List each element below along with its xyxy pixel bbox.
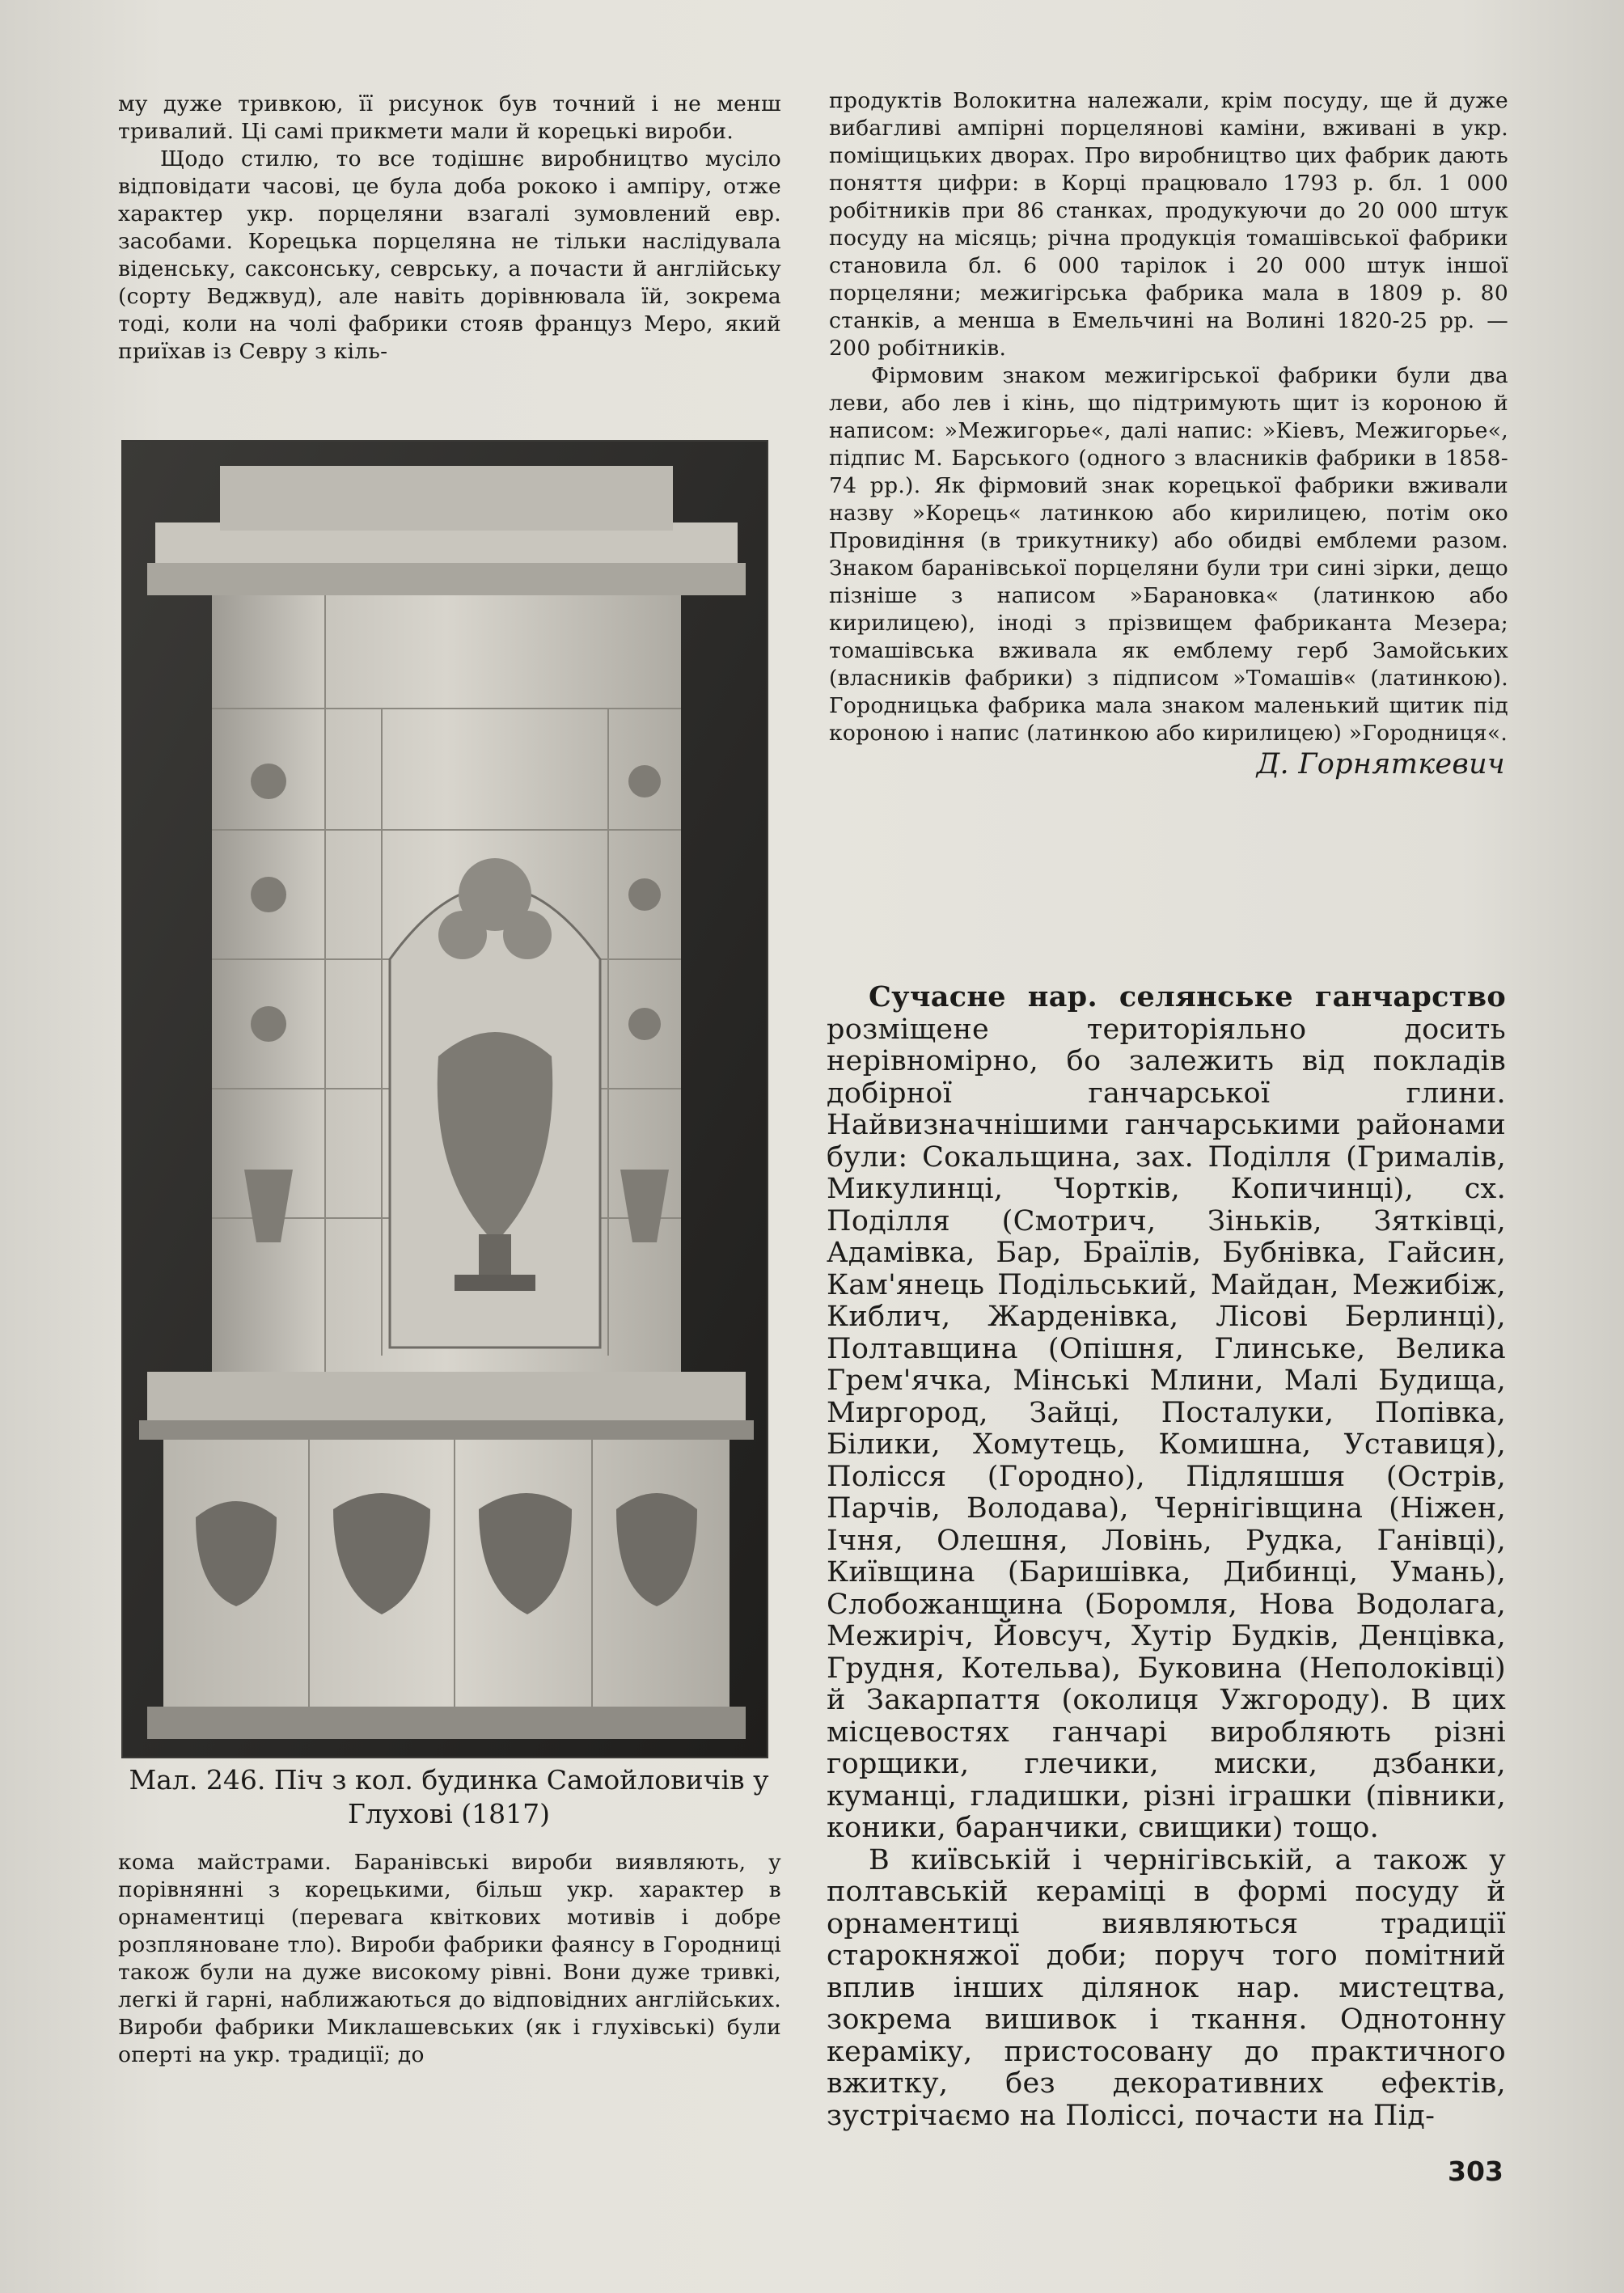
figure-caption: Мал. 246. Піч з кол. будинка Самойловичів у Глухові (1817): [129, 1764, 769, 1830]
paragraph: [827, 981, 1506, 1845]
page-number: 303: [1448, 2156, 1503, 2187]
paragraph: му дуже тривкою, її рисунок був точний і не менш тривалий. Ці самі прикмети мали й корецькі вироби.: [118, 91, 781, 144]
right-column-bottom: [827, 981, 1506, 2132]
paragraph: Фірмовим знаком межигірської фабрики були два леви, або лев і кінь, що підтримують щит із короною й написом: »Межигорье«, далі напис: »Кіевъ, Межигорье«, підпис М. Барського (одного з власників фабрики в 1858-74 рр.). Як фірмовий знак корецької фабрики вживали назву »Корець« латинкою або кирилицею, потім око Провидіння (в трикутнику) або обидві емблеми разом. Знаком баранівської порцеляни були три сині зірки, дещо пізніше з написом »Барановка« (латинкою або кирилицею), іноді з прізвищем фабриканта Мезера; томашівська вживала як емблему герб Замойських (власників фабрики) з підписом »Томашів« (латинкою). Городницька фабрика мала знаком маленький щитик під короною і напис (латинкою або кирилицею) »Городниця«.: [829, 363, 1508, 746]
paragraph: Щодо стилю, то все тодішнє виробництво мусіло відповідати часові, це була доба рококо і ампіру, отже характер укр. порцеляни взагалі зумовлений евр. засобами. Корецька порцеляна не тільки наслідувала віденську, саксонську, севрську, а почасти й англійську (сорту Веджвуд), але навіть дорівнювала їй, зокрема тоді, коли на чолі фабрики стояв француз Меро, який приїхав із Севру з кіль-: [118, 146, 781, 364]
right-column-top: [829, 87, 1508, 781]
author-signature: Д. Горняткевич: [1256, 748, 1505, 781]
left-column-bottom: [118, 1849, 781, 2069]
paragraph: кома майстрами. Баранівські вироби виявляють, у порівнянні з корецькими, більш укр. характер в орнаментиці (перевага квіткових мотивів і добре розпляноване тло). Вироби фабрики фаянсу в Городниці також були на дуже високому рівні. Вони дуже тривкі, легкі й гарні, наближаються до відповідних англійських. Вироби фабрики Миклашевських (як і глухівські) були оперті на укр. традиції; до: [118, 1850, 781, 2067]
left-column-top: [118, 91, 781, 366]
stove-illustration: [123, 442, 767, 1757]
paragraph: В київській і чернігівській, а також у полтавській кераміці в формі посуду й орнаментиці виявляються традиції старокняжої доби; поруч того помітний вплив інших ділянок нар. мистецтва, зокрема вишивок і ткання. Однотонну кераміку, пристосовану до практичного вжитку, без декоративних ефектів, зустрічаємо на Поліссі, почасти на Під-: [827, 1843, 1506, 2132]
stove-photo: [123, 442, 767, 1757]
paragraph-text: розміщене територіяльно досить нерівномірно, бо залежить від покладів добірної ганчарської глини. Найвизначнішими ганчарськими районами були: Сокальщина, зах. Поділля (Грималів, Микулинці, Чортків, Копичинці), сх. Поділля (Смотрич, Зіньків, Зятківці, Адамівка, Бар, Браїлів, Бубнівка, Гайсин, Кам'янець Подільський, Майдан, Межибіж, Киблич, Жарденівка, Лісові Берлинці), Полтавщина (Опішня, Глинське, Велика Грем'ячка, Мінські Млини, Малі Будища, Миргород, Зайці, Посталуки, Попівка, Білики, Хомутець, Комишна, Уставиця), Полісся (Городно), Підляшшя (Острів, Парчів, Володава), Чернігівщина (Ніжен, Ічня, Олешня, Ловінь, Рудка, Ганівці), Київщина (Баришівка, Дибинці, Умань), Слобожанщина (Боромля, Нова Водолага, Межиріч, Йовсуч, Хутір Будків, Денцівка, Грудня, Котельва), Буковина (Неполоківці) й Закарпаття (околиця Ужгороду). В цих місцевостях ганчарі виробляють різні горщики, глечики, миски, дзбанки, куманці, гладишки, різні іграшки (півники, коники, баранчики, свищики) тощо.: [827, 1013, 1506, 1844]
paragraph: продуктів Волокитна належали, крім посуду, ще й дуже вибагливі ампірні порцелянові каміни, вживані в укр. поміщицьких дворах. Про виробництво цих фабрик дають поняття цифри: в Корці працювало 1793 р. бл. 1 000 робітників при 86 станках, продукуючи до 20 000 штук посуду на місяць; річна продукція томашівської фабрики становила бл. 6 000 тарілок і 20 000 штук іншої порцеляни; межигірська фабрика мала в 1809 р. 80 станків, а менша в Емельчині на Волині 1820-25 рр. — 200 робітників.: [829, 88, 1508, 361]
section-lead: Сучасне нар. селянське ганчарство: [869, 980, 1506, 1013]
